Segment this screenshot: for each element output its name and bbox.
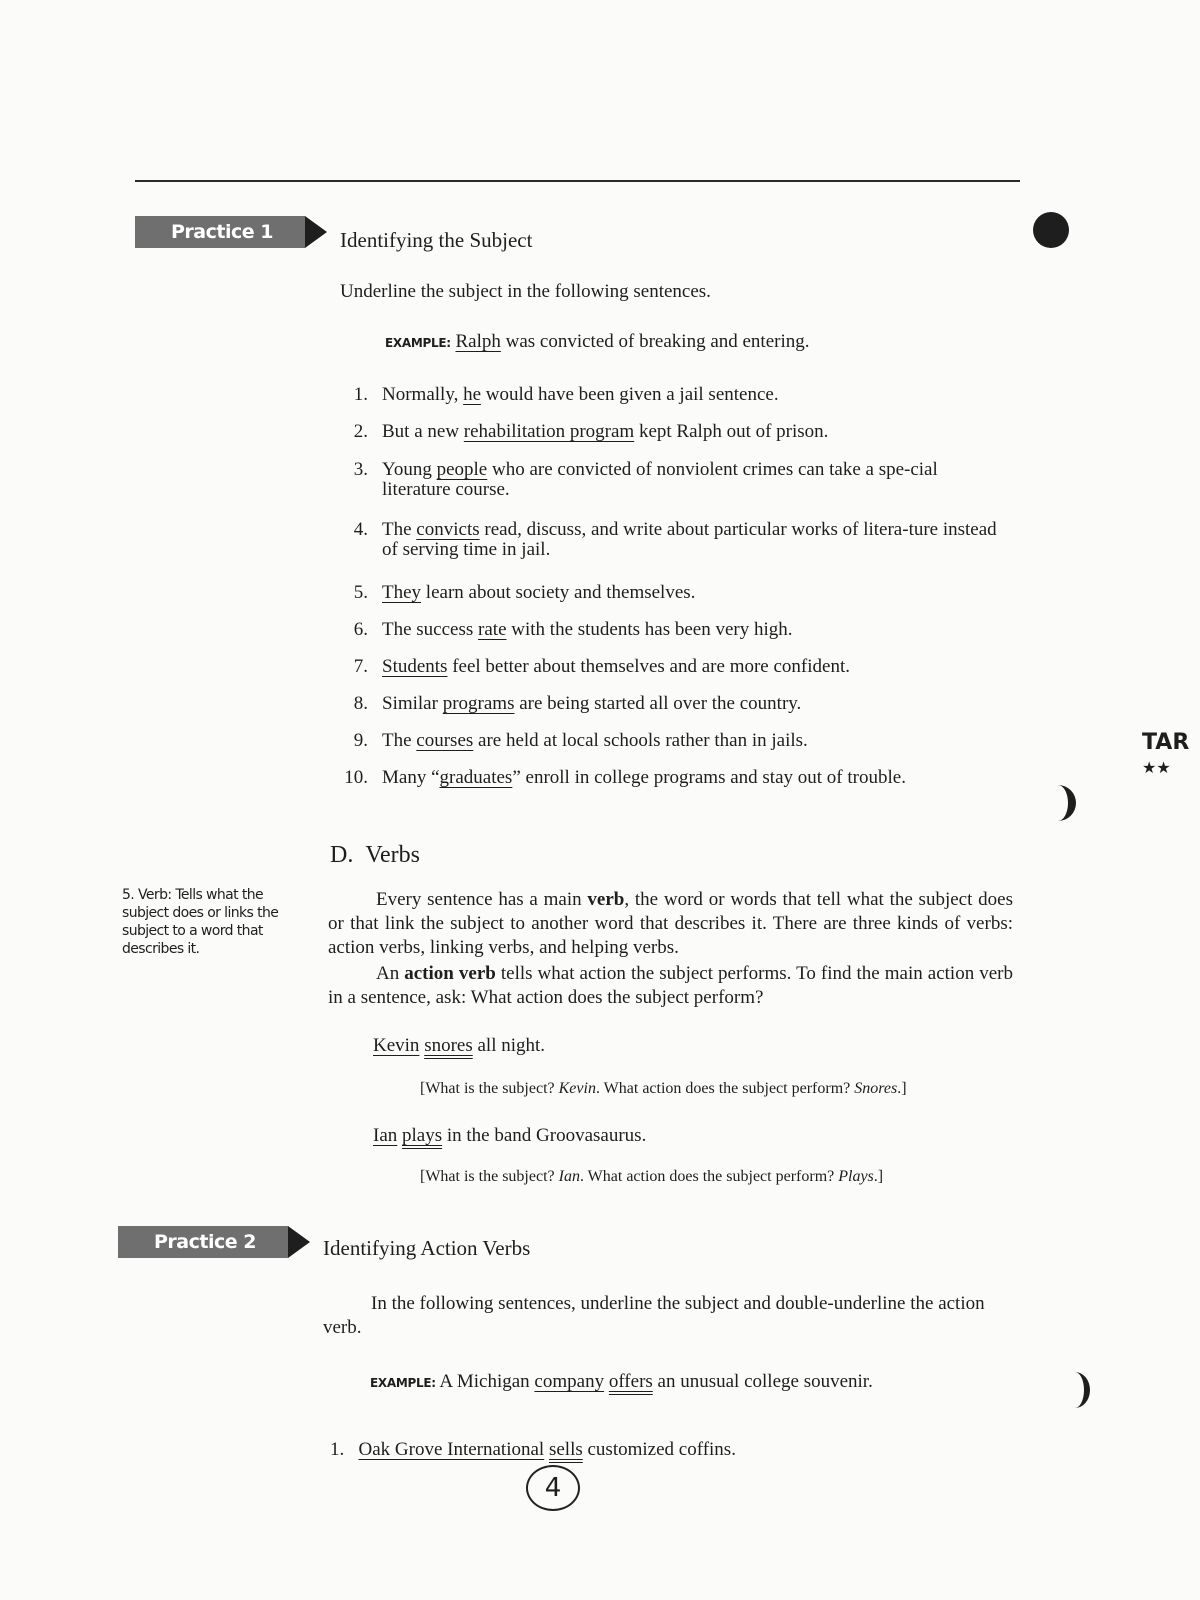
verbs-paragraph-1: Every sentence has a main verb, the word or words that tell what the subject does or that link the subject to another word that describes it. There are three kinds of verbs: action verbs, linking verbs, and helping verbs.: [328, 889, 1013, 958]
example-subject: company: [534, 1371, 605, 1392]
item-subject: people: [436, 459, 488, 480]
item-text: The success rate with the students has been very high.: [382, 619, 793, 640]
item-subject: Oak Grove International: [358, 1439, 545, 1460]
item-text: Young people who are convicted of nonviolent crimes can take a spe-cial literature course.: [382, 459, 938, 500]
example-verb: offers: [608, 1371, 653, 1392]
item-number: 5.: [353, 582, 368, 603]
practice-1-example: [385, 330, 810, 355]
binder-ring-mark: [1040, 785, 1076, 821]
practice-2-arrow-icon: [288, 1226, 310, 1258]
item-verb: sells: [548, 1439, 583, 1460]
item-number: 8.: [353, 693, 368, 714]
example-verb: snores: [424, 1035, 473, 1056]
section-title: Verbs: [365, 842, 420, 868]
top-rule: [135, 180, 1020, 182]
item-number: 3.: [353, 459, 368, 480]
item-subject: convicts: [416, 519, 480, 540]
item-text: Many “graduates” enroll in college programs and stay out of trouble.: [382, 767, 906, 788]
item-subject: rate: [478, 619, 507, 640]
practice-2-instructions: In the following sentences, underline the subject and double-underline the action verb.: [323, 1293, 985, 1338]
verb-example-1-explanation: [What is the subject? Kevin. What action does the subject perform? Snores.]: [420, 1080, 907, 1097]
item-subject: he: [463, 384, 482, 405]
practice-2-example: EXAMPLE: A Michigan company offers an unusual college souvenir.: [370, 1371, 873, 1392]
practice-1-title: Identifying the Subject: [340, 228, 533, 252]
item-text: The convicts read, discuss, and write about particular works of litera-ture instead of serving time in jail.: [382, 519, 997, 560]
term-action-verb: action verb: [404, 963, 496, 984]
example-verb: plays: [402, 1125, 443, 1146]
item-text: Students feel better about themselves and are more confident.: [382, 656, 850, 677]
practice-1-label-text: Practice 1: [135, 216, 305, 248]
verbs-paragraph-2: An action verb tells what action the subject performs. To find the main action verb in a sentence, ask: What action does the subject perform?: [328, 963, 1013, 1008]
item-subject: Students: [382, 656, 448, 677]
binder-hole-mark: [1033, 212, 1069, 248]
item-number: 7.: [353, 656, 368, 677]
item-number: 2.: [353, 421, 368, 442]
term-verb: verb: [587, 889, 625, 910]
item-text: But a new rehabilitation program kept Ralph out of prison.: [382, 421, 829, 442]
verb-example-2: Ian plays in the band Groovasaurus.: [373, 1125, 647, 1146]
practice-2-title: Identifying Action Verbs: [323, 1236, 531, 1260]
item-number: 10.: [344, 767, 368, 788]
practice-2-label: [118, 1226, 310, 1258]
example-rest: was convicted of breaking and entering.: [500, 331, 810, 352]
item-number: 1.: [330, 1439, 345, 1460]
item-number: 4.: [353, 519, 368, 540]
section-d-heading: [330, 842, 420, 869]
practice-1-arrow-icon: [305, 216, 327, 248]
item-subject: They: [382, 582, 422, 603]
margin-stars: ★★: [1142, 758, 1171, 777]
item-number: 9.: [353, 730, 368, 751]
example-subject: Ralph: [455, 331, 501, 352]
example-subject: Ian: [373, 1125, 398, 1146]
item-subject: rehabilitation program: [463, 421, 635, 442]
example-subject: Kevin: [373, 1035, 420, 1056]
verb-example-1: Kevin snores all night.: [373, 1035, 546, 1056]
example-label: EXAMPLE:: [385, 336, 451, 350]
item-subject: graduates: [439, 767, 513, 788]
item-text: The courses are held at local schools rather than in jails.: [382, 730, 808, 751]
handwritten-page-number: 4: [526, 1465, 580, 1511]
item-text: Normally, he would have been given a jail sentence.: [382, 384, 779, 405]
item-text: They learn about society and themselves.: [382, 582, 696, 603]
practice-2-label-text: Practice 2: [118, 1226, 288, 1258]
example-label: EXAMPLE:: [370, 1376, 436, 1390]
practice-2-item-1: 1. Oak Grove International sells customized coffins.: [330, 1439, 736, 1460]
item-number: 1.: [353, 384, 368, 405]
margin-note: 5. Verb: Tells what the subject does or links the subject to a word that describes it.: [122, 887, 279, 957]
item-text: Similar programs are being started all over the country.: [382, 693, 802, 714]
margin-fragment-text: TAR: [1142, 730, 1190, 755]
item-subject: programs: [442, 693, 515, 714]
practice-1-instructions: Underline the subject in the following sentences.: [340, 281, 711, 302]
item-subject: courses: [416, 730, 474, 751]
binder-ring-mark: [1060, 1372, 1090, 1408]
verb-example-2-explanation: [What is the subject? Ian. What action does the subject perform? Plays.]: [420, 1168, 884, 1185]
practice-1-label: [135, 216, 327, 248]
item-number: 6.: [353, 619, 368, 640]
section-letter: D.: [330, 842, 354, 868]
